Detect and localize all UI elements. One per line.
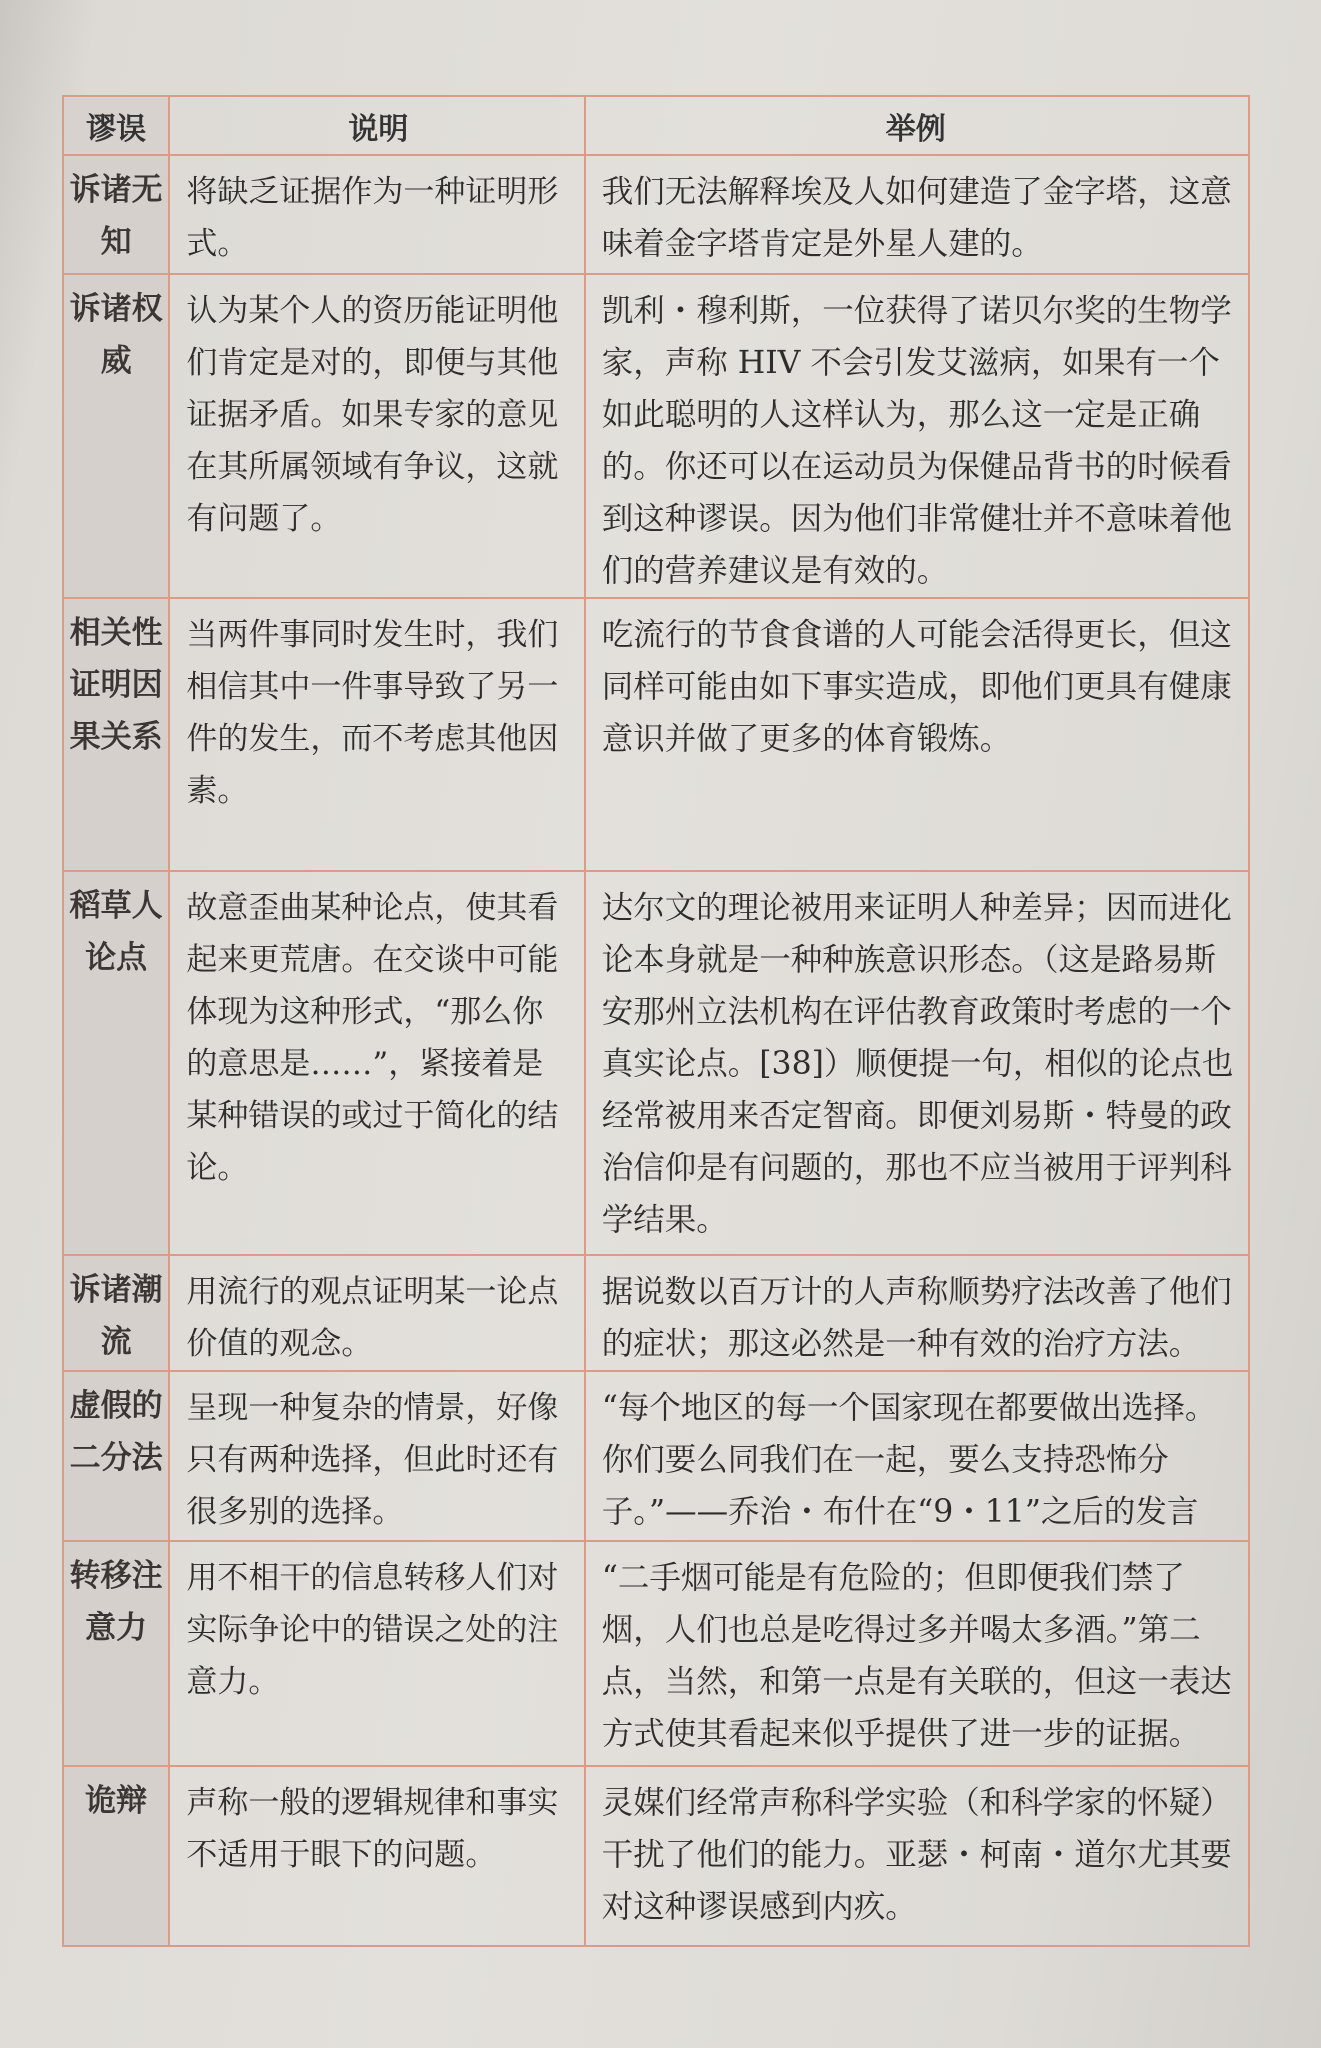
fallacy-table <box>62 95 1250 1947</box>
fallacy-description: 声称一般的逻辑规律和事实不适用于眼下的问题。 <box>169 1766 584 1946</box>
fallacy-name: 诉诸潮流 <box>63 1255 169 1371</box>
header-fallacy: 谬误 <box>63 96 169 155</box>
fallacy-example: 吃流行的节食食谱的人可能会活得更长，但这同样可能由如下事实造成，即他们更具有健康意识并做了更多的体育锻炼。 <box>585 598 1249 871</box>
table-header-row <box>63 96 1249 155</box>
table-row <box>63 1255 1249 1371</box>
table-row <box>63 598 1249 871</box>
header-description: 说明 <box>169 96 584 155</box>
fallacy-example: 我们无法解释埃及人如何建造了金字塔，这意味着金字塔肯定是外星人建的。 <box>585 155 1249 274</box>
fallacy-name: 诡辩 <box>63 1766 169 1946</box>
fallacy-name: 相关性证明因果关系 <box>63 598 169 871</box>
fallacy-name: 诉诸权威 <box>63 274 169 598</box>
fallacy-description: 将缺乏证据作为一种证明形式。 <box>169 155 584 274</box>
fallacy-example: 据说数以百万计的人声称顺势疗法改善了他们的症状；那这必然是一种有效的治疗方法。 <box>585 1255 1249 1371</box>
fallacy-description: 认为某个人的资历能证明他们肯定是对的，即便与其他证据矛盾。如果专家的意见在其所属领域有争议，这就有问题了。 <box>169 274 584 598</box>
fallacy-name: 转移注意力 <box>63 1541 169 1766</box>
fallacy-name: 虚假的二分法 <box>63 1371 169 1541</box>
fallacy-description: 故意歪曲某种论点，使其看起来更荒唐。在交谈中可能体现为这种形式，“那么你的意思是……”，紧接着是某种错误的或过于简化的结论。 <box>169 871 584 1255</box>
fallacy-example: “二手烟可能是有危险的；但即便我们禁了烟，人们也总是吃得过多并喝太多酒。”第二点，当然，和第一点是有关联的，但这一表达方式使其看起来似乎提供了进一步的证据。 <box>585 1541 1249 1766</box>
header-example: 举例 <box>585 96 1249 155</box>
table-row <box>63 274 1249 598</box>
fallacy-example: “每个地区的每一个国家现在都要做出选择。你们要么同我们在一起，要么支持恐怖分子。”——乔治・布什在“9・11”之后的发言 <box>585 1371 1249 1541</box>
table-row <box>63 1541 1249 1766</box>
fallacy-example: 达尔文的理论被用来证明人种差异；因而进化论本身就是一种种族意识形态。（这是路易斯安那州立法机构在评估教育政策时考虑的一个真实论点。[38]）顺便提一句，相似的论点也经常被用来否定智商。即便刘易斯・特曼的政治信仰是有问题的，那也不应当被用于评判科学结果。 <box>585 871 1249 1255</box>
fallacy-name: 诉诸无知 <box>63 155 169 274</box>
fallacy-example: 灵媒们经常声称科学实验（和科学家的怀疑）干扰了他们的能力。亚瑟・柯南・道尔尤其要对这种谬误感到内疚。 <box>585 1766 1249 1946</box>
fallacy-description: 呈现一种复杂的情景，好像只有两种选择，但此时还有很多别的选择。 <box>169 1371 584 1541</box>
table-row <box>63 871 1249 1255</box>
fallacy-name: 稻草人论点 <box>63 871 169 1255</box>
fallacy-description: 当两件事同时发生时，我们相信其中一件事导致了另一件的发生，而不考虑其他因素。 <box>169 598 584 871</box>
fallacy-example: 凯利・穆利斯，一位获得了诺贝尔奖的生物学家，声称 HIV 不会引发艾滋病，如果有一个如此聪明的人这样认为，那么这一定是正确的。你还可以在运动员为保健品背书的时候看到这种谬误。因为他们非常健壮并不意味着他们的营养建议是有效的。 <box>585 274 1249 598</box>
table-row <box>63 1371 1249 1541</box>
table-row <box>63 155 1249 274</box>
fallacy-description: 用流行的观点证明某一论点价值的观念。 <box>169 1255 584 1371</box>
fallacy-description: 用不相干的信息转移人们对实际争论中的错误之处的注意力。 <box>169 1541 584 1766</box>
table-row <box>63 1766 1249 1946</box>
